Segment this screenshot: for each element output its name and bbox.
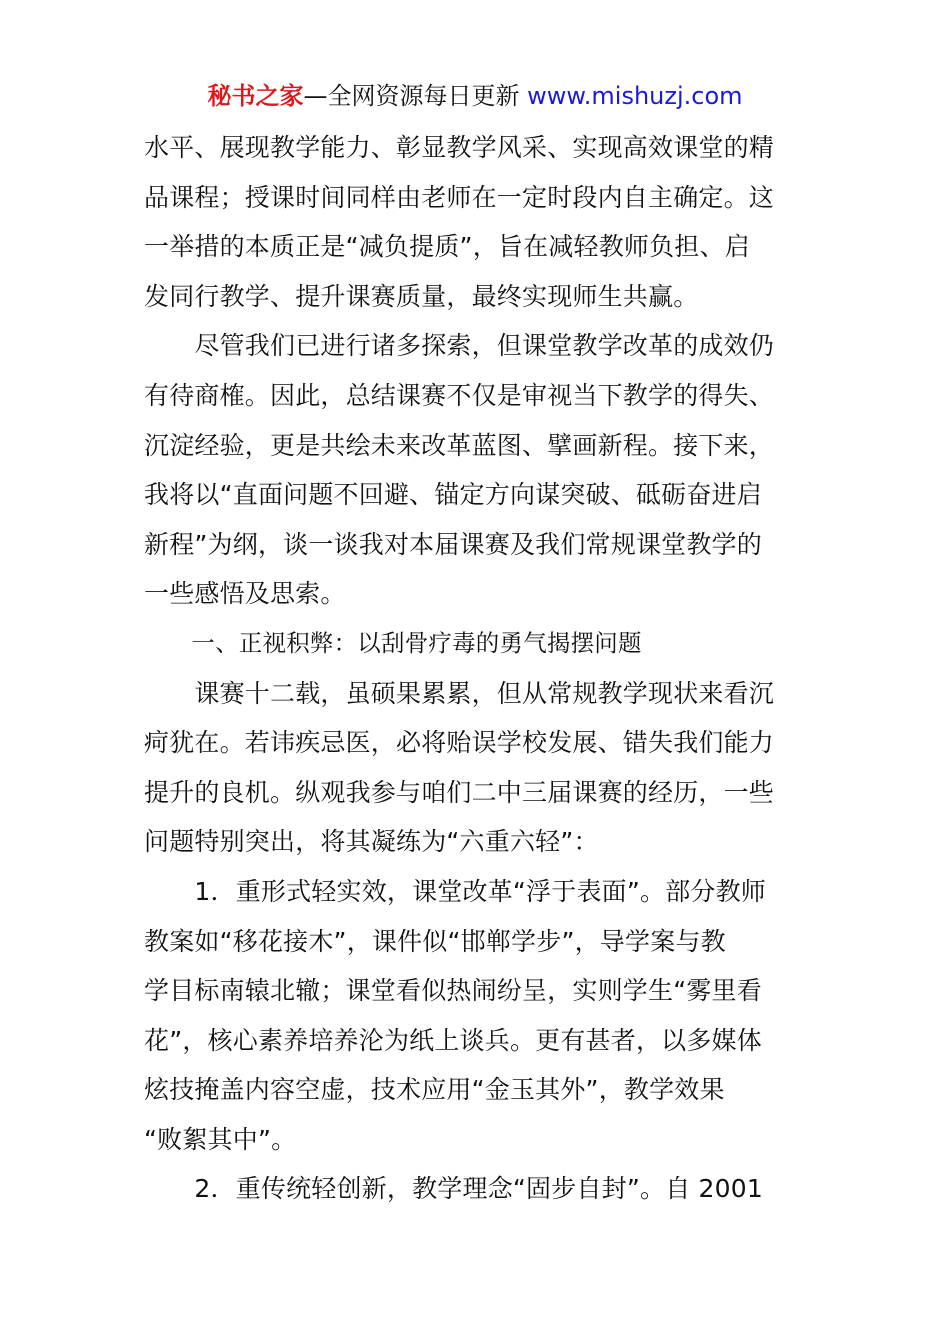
section-heading: 一、正视积弊：以刮骨疗毒的勇气揭摆问题 <box>144 628 642 657</box>
text-line: 花”，核心素养培养沦为纸上谈兵。更有甚者，以多媒体 <box>144 1025 762 1055</box>
text-line: 课赛十二载，虽硕果累累，但从常规教学现状来看沉 <box>144 678 775 708</box>
text-line: 我将以“直面问题不回避、锚定方向谋突破、砥砺奋进启 <box>144 480 762 510</box>
text-line: 炫技掩盖内容空虚，技术应用“金玉其外”，教学效果 <box>144 1075 725 1105</box>
text-line: 发同行教学、提升课赛质量，最终实现师生共赢。 <box>144 281 699 311</box>
text-line: 水平、展现教学能力、彰显教学风采、实现高效课堂的精 <box>144 133 775 162</box>
site-url[interactable]: www.mishuzj.com <box>527 82 743 110</box>
text-line: 提升的良机。纵观我参与咱们二中三届课赛的经历，一些 <box>144 777 775 807</box>
text-line: 学目标南辕北辙；课堂看似热闹纷呈，实则学生“雾里看 <box>144 976 762 1006</box>
document-body <box>144 123 806 1214</box>
text-line: 有待商榷。因此，总结课赛不仅是审视当下教学的得失、 <box>144 380 775 410</box>
text-line: 品课程；授课时间同样由老师在一定时段内自主确定。这 <box>144 182 775 212</box>
text-line: “败絮其中”。 <box>144 1124 297 1154</box>
text-line: 教案如“移花接木”，课件似“邯郸学步”，导学案与教 <box>144 926 726 956</box>
text-line: 一些感悟及思索。 <box>144 579 346 609</box>
site-header <box>0 80 950 112</box>
text-line: 沉淀经验，更是共绘未来改革蓝图、擘画新程。接下来， <box>144 430 775 460</box>
site-brand: 秘书之家 <box>207 82 304 110</box>
text-line: 2．重传统轻创新，教学理念“固步自封”。自 2001 <box>144 1174 763 1204</box>
text-line: 问题特别突出，将其凝练为“六重六轻”： <box>144 827 599 857</box>
text-line: 疴犹在。若讳疾忌医，必将贻误学校发展、错失我们能力 <box>144 728 775 758</box>
text-line: 新程”为纲，谈一谈我对本届课赛及我们常规课堂教学的 <box>144 529 762 559</box>
text-line: 尽管我们已进行诸多探索，但课堂教学改革的成效仍 <box>144 331 775 361</box>
text-line: 1．重形式轻实效，课堂改革“浮于表面”。部分教师 <box>144 876 767 906</box>
text-line: 一举措的本质正是“减负提质”，旨在减轻教师负担、启 <box>144 232 750 262</box>
site-tagline: —全网资源每日更新 <box>303 82 528 110</box>
